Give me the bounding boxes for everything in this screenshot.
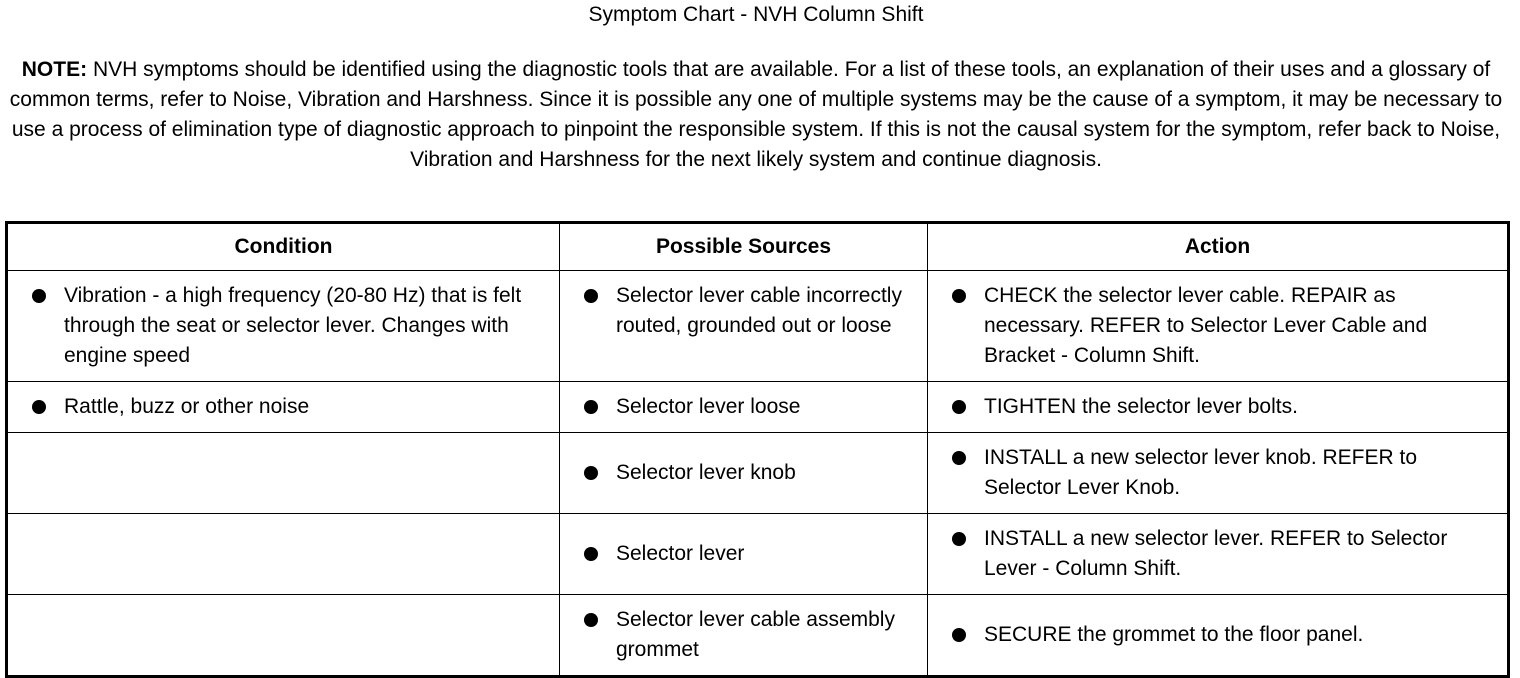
bullet-icon [584, 466, 598, 480]
source-cell [560, 514, 928, 595]
condition-text: Rattle, buzz or other noise [64, 395, 310, 418]
condition-cell [7, 514, 560, 595]
symptom-table [5, 221, 1510, 678]
source-cell [560, 271, 928, 382]
header-possible-sources: Possible Sources [560, 223, 928, 271]
action-cell [928, 595, 1509, 677]
note-text: NVH symptoms should be identified using the diagnostic tools that are available. For a list of these tools, an explanation of their uses and a glossary of common terms, refer to Noise, Vibration and Harshness. Since it is possible any one of multiple systems may be the cause of a symptom, it may be necessary to use a process of elimination type of diagnostic approach to pinpoint the responsible system. If this is not the causal system for the symptom, refer back to Noise, Vibration and Harshness for the next likely system and continue diagnosis. [9, 58, 1503, 171]
table-row [7, 271, 1509, 382]
condition-cell [7, 433, 560, 514]
condition-text: Vibration - a high frequency (20-80 Hz) that is felt through the seat or selector lever. Changes with engine speed [64, 284, 522, 367]
source-cell [560, 433, 928, 514]
action-cell [928, 271, 1509, 382]
header-condition: Condition [7, 223, 560, 271]
bullet-icon [32, 289, 46, 303]
note-paragraph [4, 55, 1508, 175]
table-row [7, 433, 1509, 514]
action-text: INSTALL a new selector lever knob. REFER to Selector Lever Knob. [984, 446, 1418, 499]
condition-cell [7, 595, 560, 677]
source-text: Selector lever cable incorrectly routed, grounded out or loose [616, 284, 902, 337]
table-row [7, 382, 1509, 433]
action-cell [928, 382, 1509, 433]
table-row [7, 595, 1509, 677]
source-cell [560, 595, 928, 677]
action-text: TIGHTEN the selector lever bolts. [984, 395, 1298, 418]
bullet-icon [952, 451, 966, 465]
bullet-icon [952, 532, 966, 546]
header-action: Action [928, 223, 1509, 271]
action-cell [928, 433, 1509, 514]
bullet-icon [952, 400, 966, 414]
bullet-icon [952, 289, 966, 303]
bullet-icon [952, 628, 966, 642]
table-row [7, 514, 1509, 595]
source-cell [560, 382, 928, 433]
action-cell [928, 514, 1509, 595]
bullet-icon [584, 613, 598, 627]
condition-cell [7, 271, 560, 382]
source-text: Selector lever knob [616, 461, 796, 484]
bullet-icon [32, 400, 46, 414]
note-label: NOTE: [21, 58, 88, 81]
page-title: Symptom Chart - NVH Column Shift [588, 3, 924, 26]
source-text: Selector lever loose [616, 395, 801, 418]
action-text: INSTALL a new selector lever. REFER to Selector Lever - Column Shift. [984, 527, 1448, 580]
source-text: Selector lever [616, 542, 745, 565]
source-text: Selector lever cable assembly grommet [616, 608, 895, 661]
condition-cell [7, 382, 560, 433]
bullet-icon [584, 400, 598, 414]
action-text: SECURE the grommet to the floor panel. [984, 623, 1364, 646]
table-header-row [7, 223, 1509, 271]
bullet-icon [584, 289, 598, 303]
action-text: CHECK the selector lever cable. REPAIR as necessary. REFER to Selector Lever Cable and Bracket - Column Shift. [984, 284, 1428, 367]
bullet-icon [584, 547, 598, 561]
